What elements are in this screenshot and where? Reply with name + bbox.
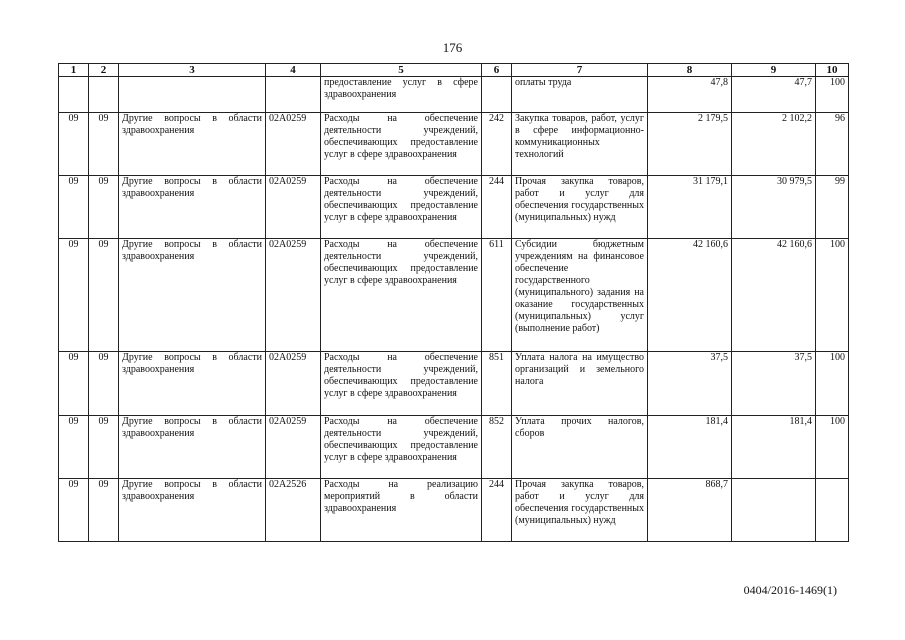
- subsection-code: 09: [89, 113, 119, 176]
- subsection-code: 09: [89, 176, 119, 239]
- planned-amount: 868,7: [648, 479, 732, 542]
- execution-percent: 100: [816, 416, 849, 479]
- column-header: 9: [732, 64, 816, 77]
- column-header: 3: [119, 64, 266, 77]
- planned-amount: 47,8: [648, 77, 732, 113]
- section-name: Другие вопросы в области здравоохранения: [119, 416, 266, 479]
- planned-amount: 42 160,6: [648, 239, 732, 352]
- column-header: 8: [648, 64, 732, 77]
- executed-amount: 30 979,5: [732, 176, 816, 239]
- subsection-code: 09: [89, 352, 119, 416]
- target-article-name: Расходы на реализацию мероприятий в области здравоохранения: [321, 479, 482, 542]
- expense-type-code: 852: [482, 416, 512, 479]
- subsection-code: [89, 77, 119, 113]
- execution-percent: 100: [816, 352, 849, 416]
- table-row: [59, 352, 849, 416]
- section-code: 09: [59, 239, 89, 352]
- target-article-code: 02А0259: [266, 352, 321, 416]
- planned-amount: 2 179,5: [648, 113, 732, 176]
- document-code: 0404/2016-1469(1): [743, 583, 837, 597]
- table-row: [59, 176, 849, 239]
- section-code: 09: [59, 113, 89, 176]
- planned-amount: 31 179,1: [648, 176, 732, 239]
- target-article-name: Расходы на обеспечение деятельности учреждений, обеспечивающих предоставление услуг в сфере здравоохранения: [321, 352, 482, 416]
- section-code: 09: [59, 479, 89, 542]
- section-code: 09: [59, 416, 89, 479]
- target-article-name: Расходы на обеспечение деятельности учреждений, обеспечивающих предоставление услуг в сфере здравоохранения: [321, 176, 482, 239]
- expense-type-code: 244: [482, 479, 512, 542]
- section-name: Другие вопросы в области здравоохранения: [119, 239, 266, 352]
- section-name: [119, 77, 266, 113]
- executed-amount: 2 102,2: [732, 113, 816, 176]
- expense-type-code: 242: [482, 113, 512, 176]
- expense-type-code: 244: [482, 176, 512, 239]
- section-name: Другие вопросы в области здравоохранения: [119, 479, 266, 542]
- section-name: Другие вопросы в области здравоохранения: [119, 352, 266, 416]
- execution-percent: 96: [816, 113, 849, 176]
- target-article-name: Расходы на обеспечение деятельности учреждений, обеспечивающих предоставление услуг в сфере здравоохранения: [321, 239, 482, 352]
- column-header: 6: [482, 64, 512, 77]
- target-article-name: Расходы на обеспечение деятельности учреждений, обеспечивающих предоставление услуг в сфере здравоохранения: [321, 416, 482, 479]
- column-header: 7: [512, 64, 648, 77]
- target-article-code: 02А0259: [266, 239, 321, 352]
- execution-percent: [816, 479, 849, 542]
- executed-amount: 42 160,6: [732, 239, 816, 352]
- subsection-code: 09: [89, 239, 119, 352]
- executed-amount: 47,7: [732, 77, 816, 113]
- expense-type-name: Уплата налога на имущество организаций и земельного налога: [512, 352, 648, 416]
- expense-type-name: Закупка товаров, работ, услуг в сфере информационно-коммуникационных технологий: [512, 113, 648, 176]
- budget-table: [58, 63, 849, 542]
- executed-amount: [732, 479, 816, 542]
- table-row: [59, 479, 849, 542]
- expense-type-code: [482, 77, 512, 113]
- target-article-code: 02А0259: [266, 176, 321, 239]
- expense-type-name: Прочая закупка товаров, работ и услуг для обеспечения государственных (муниципальных) нужд: [512, 479, 648, 542]
- table-row: [59, 416, 849, 479]
- section-code: 09: [59, 176, 89, 239]
- section-code: 09: [59, 352, 89, 416]
- subsection-code: 09: [89, 479, 119, 542]
- table-row: [59, 239, 849, 352]
- execution-percent: 100: [816, 239, 849, 352]
- planned-amount: 37,5: [648, 352, 732, 416]
- expense-type-name: Прочая закупка товаров, работ и услуг для обеспечения государственных (муниципальных) нужд: [512, 176, 648, 239]
- executed-amount: 181,4: [732, 416, 816, 479]
- expense-type-name: Уплата прочих налогов, сборов: [512, 416, 648, 479]
- column-header: 10: [816, 64, 849, 77]
- planned-amount: 181,4: [648, 416, 732, 479]
- target-article-code: [266, 77, 321, 113]
- target-article-name: предоставление услуг в сфере здравоохранения: [321, 77, 482, 113]
- table-header-row: [59, 64, 849, 77]
- target-article-code: 02А2526: [266, 479, 321, 542]
- expense-type-code: 851: [482, 352, 512, 416]
- target-article-code: 02А0259: [266, 113, 321, 176]
- column-header: 2: [89, 64, 119, 77]
- column-header: 4: [266, 64, 321, 77]
- section-name: Другие вопросы в области здравоохранения: [119, 113, 266, 176]
- target-article-name: Расходы на обеспечение деятельности учреждений, обеспечивающих предоставление услуг в сфере здравоохранения: [321, 113, 482, 176]
- section-name: Другие вопросы в области здравоохранения: [119, 176, 266, 239]
- expense-type-name: Субсидии бюджетным учреждениям на финансовое обеспечение государственного (муниципального) задания на оказание государственных (муниципальных) услуг (выполнение работ): [512, 239, 648, 352]
- subsection-code: 09: [89, 416, 119, 479]
- section-code: [59, 77, 89, 113]
- table-row: [59, 77, 849, 113]
- execution-percent: 99: [816, 176, 849, 239]
- expense-type-code: 611: [482, 239, 512, 352]
- target-article-code: 02А0259: [266, 416, 321, 479]
- execution-percent: 100: [816, 77, 849, 113]
- column-header: 5: [321, 64, 482, 77]
- column-header: 1: [59, 64, 89, 77]
- expense-type-name: оплаты труда: [512, 77, 648, 113]
- table-row: [59, 113, 849, 176]
- executed-amount: 37,5: [732, 352, 816, 416]
- page-number: 176: [442, 40, 463, 55]
